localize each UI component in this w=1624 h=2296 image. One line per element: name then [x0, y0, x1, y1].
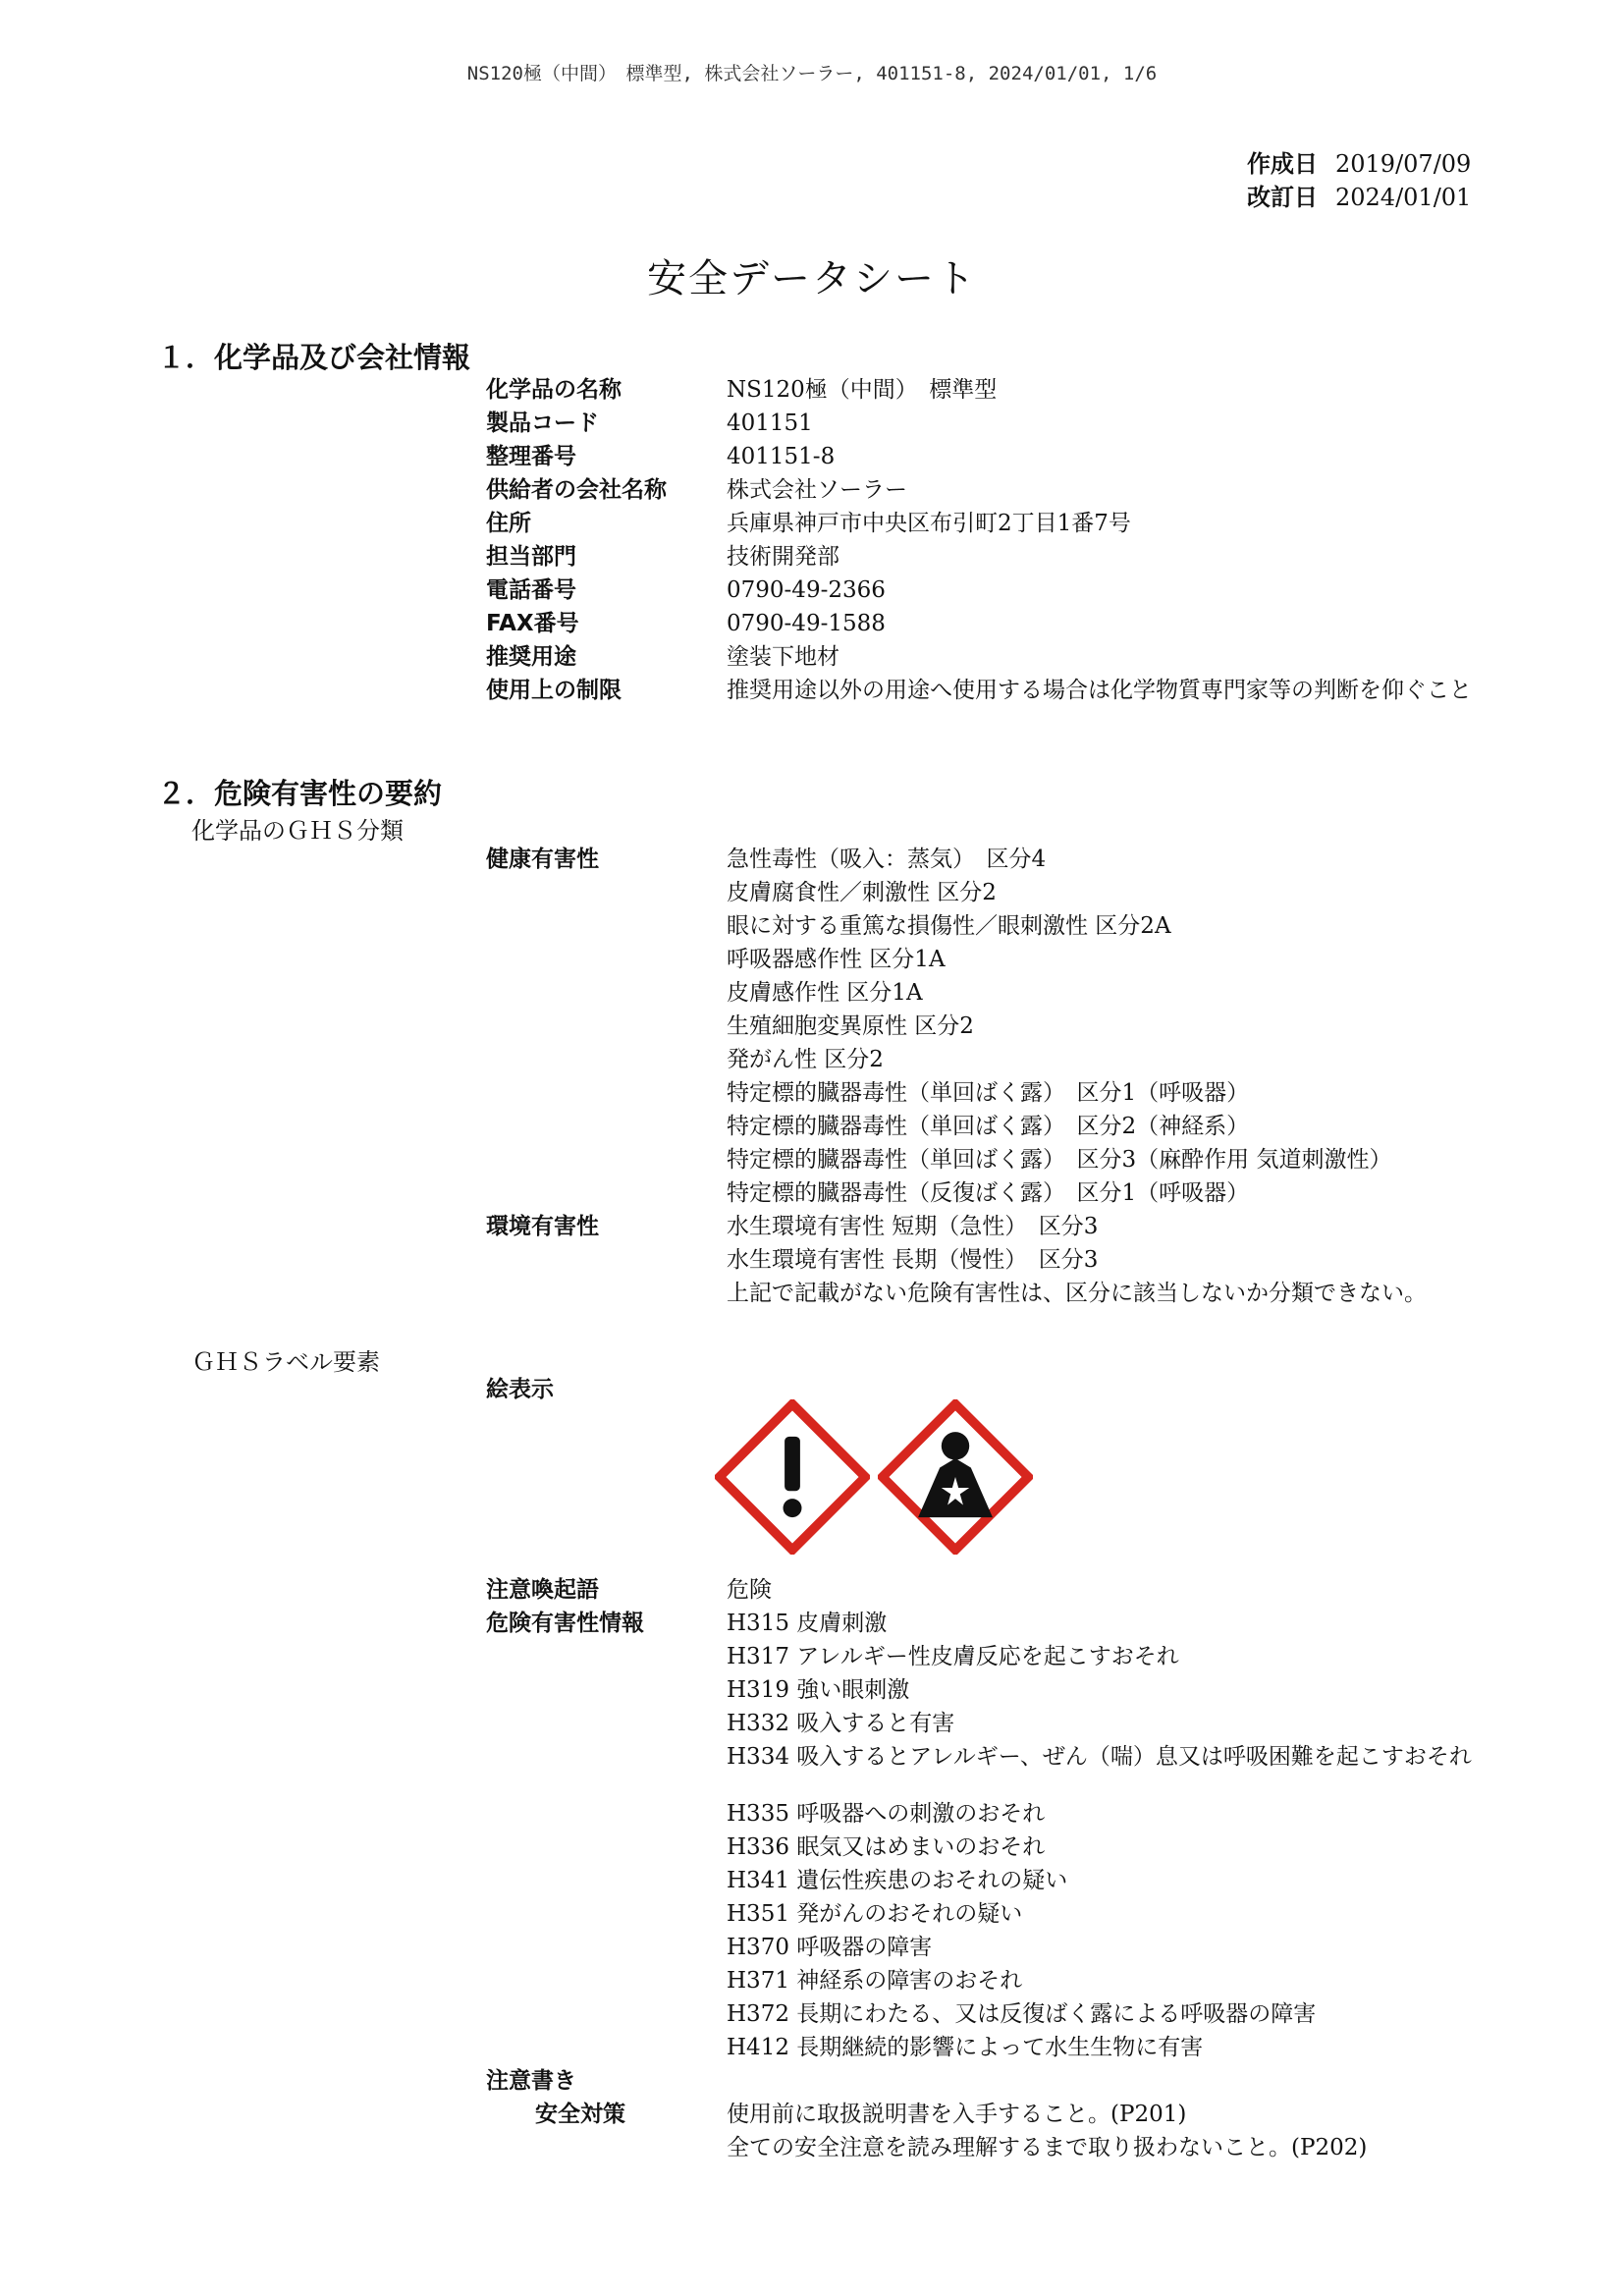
- section-1-heading: １．化学品及び会社情報: [157, 341, 471, 374]
- info-row: [0, 407, 1624, 440]
- hazard-statement: H332 吸入すると有害: [727, 1711, 955, 1736]
- info-key: 製品コード: [486, 410, 599, 436]
- safety-label: 安全対策: [535, 2102, 625, 2127]
- info-row: [0, 373, 1624, 407]
- health-row: [0, 1110, 1624, 1143]
- info-value: 株式会社ソーラー: [727, 477, 907, 503]
- health-row: [0, 1043, 1624, 1076]
- info-value: 兵庫県神戸市中央区布引町2丁目1番7号: [727, 511, 1131, 536]
- info-row: [0, 574, 1624, 607]
- hazard-row: [0, 1997, 1624, 2031]
- info-value: 401151-8: [727, 444, 836, 469]
- hazard-statement: H341 遺伝性疾患のおそれの疑い: [727, 1868, 1068, 1893]
- hazard-statement: H336 眠気又はめまいのおそれ: [727, 1834, 1046, 1860]
- info-row: [0, 473, 1624, 507]
- hazard-statement: H335 呼吸器への刺激のおそれ: [727, 1801, 1046, 1827]
- health-row: [0, 1076, 1624, 1110]
- safety-row: [0, 2098, 1624, 2131]
- health-label: 健康有害性: [486, 847, 599, 872]
- hazard-row: [0, 1673, 1624, 1707]
- info-key: 整理番号: [486, 444, 576, 469]
- env-row: [0, 1243, 1624, 1277]
- env-item: 水生環境有害性 長期（慢性） 区分3: [727, 1247, 1099, 1273]
- info-key: 推奨用途: [486, 644, 576, 670]
- info-value: 塗装下地材: [727, 644, 839, 670]
- safety-row: [0, 2131, 1624, 2164]
- health-item: 特定標的臓器毒性（反復ばく露） 区分1（呼吸器）: [727, 1180, 1250, 1206]
- document-dates: [1247, 147, 1471, 214]
- health-item: 眼に対する重篤な損傷性／眼刺激性 区分2A: [727, 913, 1171, 939]
- info-value: NS120極（中間） 標準型: [727, 377, 998, 403]
- env-item: 水生環境有害性 短期（急性） 区分3: [727, 1214, 1099, 1239]
- hazard-statement: H371 神経系の障害のおそれ: [727, 1968, 1023, 1994]
- page-header: NS120極（中間） 標準型, 株式会社ソーラー, 401151-8, 2024/01/01, 1/6: [466, 63, 1158, 84]
- hazard-row: [0, 1864, 1624, 1897]
- health-hazards: [0, 843, 1624, 1334]
- health-item: 呼吸器感作性 区分1A: [727, 947, 946, 972]
- info-key: 使用上の制限: [486, 678, 622, 703]
- health-row: [0, 976, 1624, 1010]
- health-row: [0, 1176, 1624, 1210]
- note-row: [0, 1277, 1624, 1334]
- exclamation-mark-icon: [715, 1399, 870, 1555]
- ghs-label-elements: ＧＨＳラベル要素: [191, 1348, 380, 1376]
- hazard-information: [0, 1573, 1624, 2164]
- hazard-row: [0, 1831, 1624, 1864]
- signal-row: [0, 1573, 1624, 1607]
- info-row: [0, 440, 1624, 473]
- info-row: [0, 640, 1624, 674]
- health-item: 特定標的臓器毒性（単回ばく露） 区分2（神経系）: [727, 1114, 1250, 1139]
- revised-date: 2024/01/01: [1335, 184, 1472, 211]
- section-1-table: [0, 373, 1624, 731]
- hazard-statement: H351 発がんのおそれの疑い: [727, 1901, 1023, 1927]
- info-row: [0, 540, 1624, 574]
- precaution-label: 注意書き: [486, 2068, 576, 2094]
- signal-label: 注意喚起語: [486, 1577, 599, 1603]
- info-key: 化学品の名称: [486, 377, 622, 403]
- hazard-row: [0, 1740, 1624, 1797]
- health-item: 急性毒性（吸入：蒸気） 区分4: [727, 847, 1047, 872]
- hazard-statement: H315 皮膚刺激: [727, 1611, 888, 1636]
- hazard-row: [0, 1797, 1624, 1831]
- health-item: 皮膚感作性 区分1A: [727, 980, 923, 1006]
- hazard-statement: H370 呼吸器の障害: [727, 1935, 933, 1960]
- precaution-row: [0, 2064, 1624, 2098]
- revised-label: 改訂日: [1247, 184, 1318, 211]
- health-item: 生殖細胞変異原性 区分2: [727, 1013, 974, 1039]
- hazard-row: [0, 2031, 1624, 2064]
- hazard-statement: H372 長期にわたる、又は反復ばく露による呼吸器の障害: [727, 2001, 1317, 2027]
- health-row: [0, 909, 1624, 943]
- ghs-pictograms: [715, 1399, 1033, 1555]
- hazard-row: [0, 1931, 1624, 1964]
- info-key: 住所: [486, 511, 531, 536]
- hazard-statement: H334 吸入するとアレルギー、ぜん（喘）息又は呼吸困難を起こすおそれ: [727, 1744, 1472, 1770]
- info-value: 技術開発部: [727, 544, 839, 570]
- hazard-row: [0, 1707, 1624, 1740]
- info-value: 0790-49-2366: [727, 577, 886, 603]
- hazard-statement: H412 長期継続的影響によって水生生物に有害: [727, 2035, 1204, 2060]
- safety-statement: 全ての安全注意を読み理解するまで取り扱わないこと。(P202): [727, 2135, 1368, 2160]
- hazard-statement: H319 強い眼刺激: [727, 1677, 910, 1703]
- health-item: 発がん性 区分2: [727, 1047, 884, 1072]
- hazard-label: 危険有害性情報: [486, 1611, 644, 1636]
- safety-statement: 使用前に取扱説明書を入手すること。(P201): [727, 2102, 1187, 2127]
- info-value: 0790-49-1588: [727, 611, 886, 636]
- classification-note: 上記で記載がない危険有害性は、区分に該当しないか分類できない。: [727, 1281, 1427, 1306]
- info-row: [0, 674, 1624, 731]
- health-row: [0, 876, 1624, 909]
- created-date-row: [1247, 147, 1471, 181]
- info-key: 電話番号: [486, 577, 576, 603]
- info-key: 供給者の会社名称: [486, 477, 667, 503]
- info-row: [0, 507, 1624, 540]
- info-value: 401151: [727, 410, 813, 436]
- health-row: [0, 843, 1624, 876]
- info-key: 担当部門: [486, 544, 576, 570]
- hazard-row: [0, 1897, 1624, 1931]
- health-hazard-icon: [878, 1399, 1033, 1555]
- hazard-row: [0, 1964, 1624, 1997]
- info-key: FAX番号: [486, 611, 579, 636]
- section-2-heading: ２．危険有害性の要約: [157, 777, 443, 810]
- ghs-classification-label: 化学品のＧＨＳ分類: [191, 817, 404, 845]
- env-row: [0, 1210, 1624, 1243]
- hazard-statement: H317 アレルギー性皮膚反応を起こすおそれ: [727, 1644, 1179, 1669]
- info-value: 推奨用途以外の用途へ使用する場合は化学物質専門家等の判断を仰ぐこと: [727, 678, 1472, 703]
- health-row: [0, 943, 1624, 976]
- health-row: [0, 1143, 1624, 1176]
- signal-word: 危険: [727, 1577, 772, 1603]
- health-item: 皮膚腐食性／刺激性 区分2: [727, 880, 997, 905]
- health-item: 特定標的臓器毒性（単回ばく露） 区分3（麻酔作用 気道刺激性）: [727, 1147, 1392, 1173]
- env-label: 環境有害性: [486, 1214, 599, 1239]
- revised-date-row: [1247, 181, 1471, 214]
- health-row: [0, 1010, 1624, 1043]
- hazard-row: [0, 1607, 1624, 1640]
- created-date: 2019/07/09: [1335, 150, 1472, 178]
- info-row: [0, 607, 1624, 640]
- created-label: 作成日: [1247, 150, 1318, 178]
- health-item: 特定標的臓器毒性（単回ばく露） 区分1（呼吸器）: [727, 1080, 1250, 1106]
- hazard-row: [0, 1640, 1624, 1673]
- pictogram-label: 絵表示: [486, 1377, 554, 1402]
- document-title: 安全データシート: [647, 256, 977, 301]
